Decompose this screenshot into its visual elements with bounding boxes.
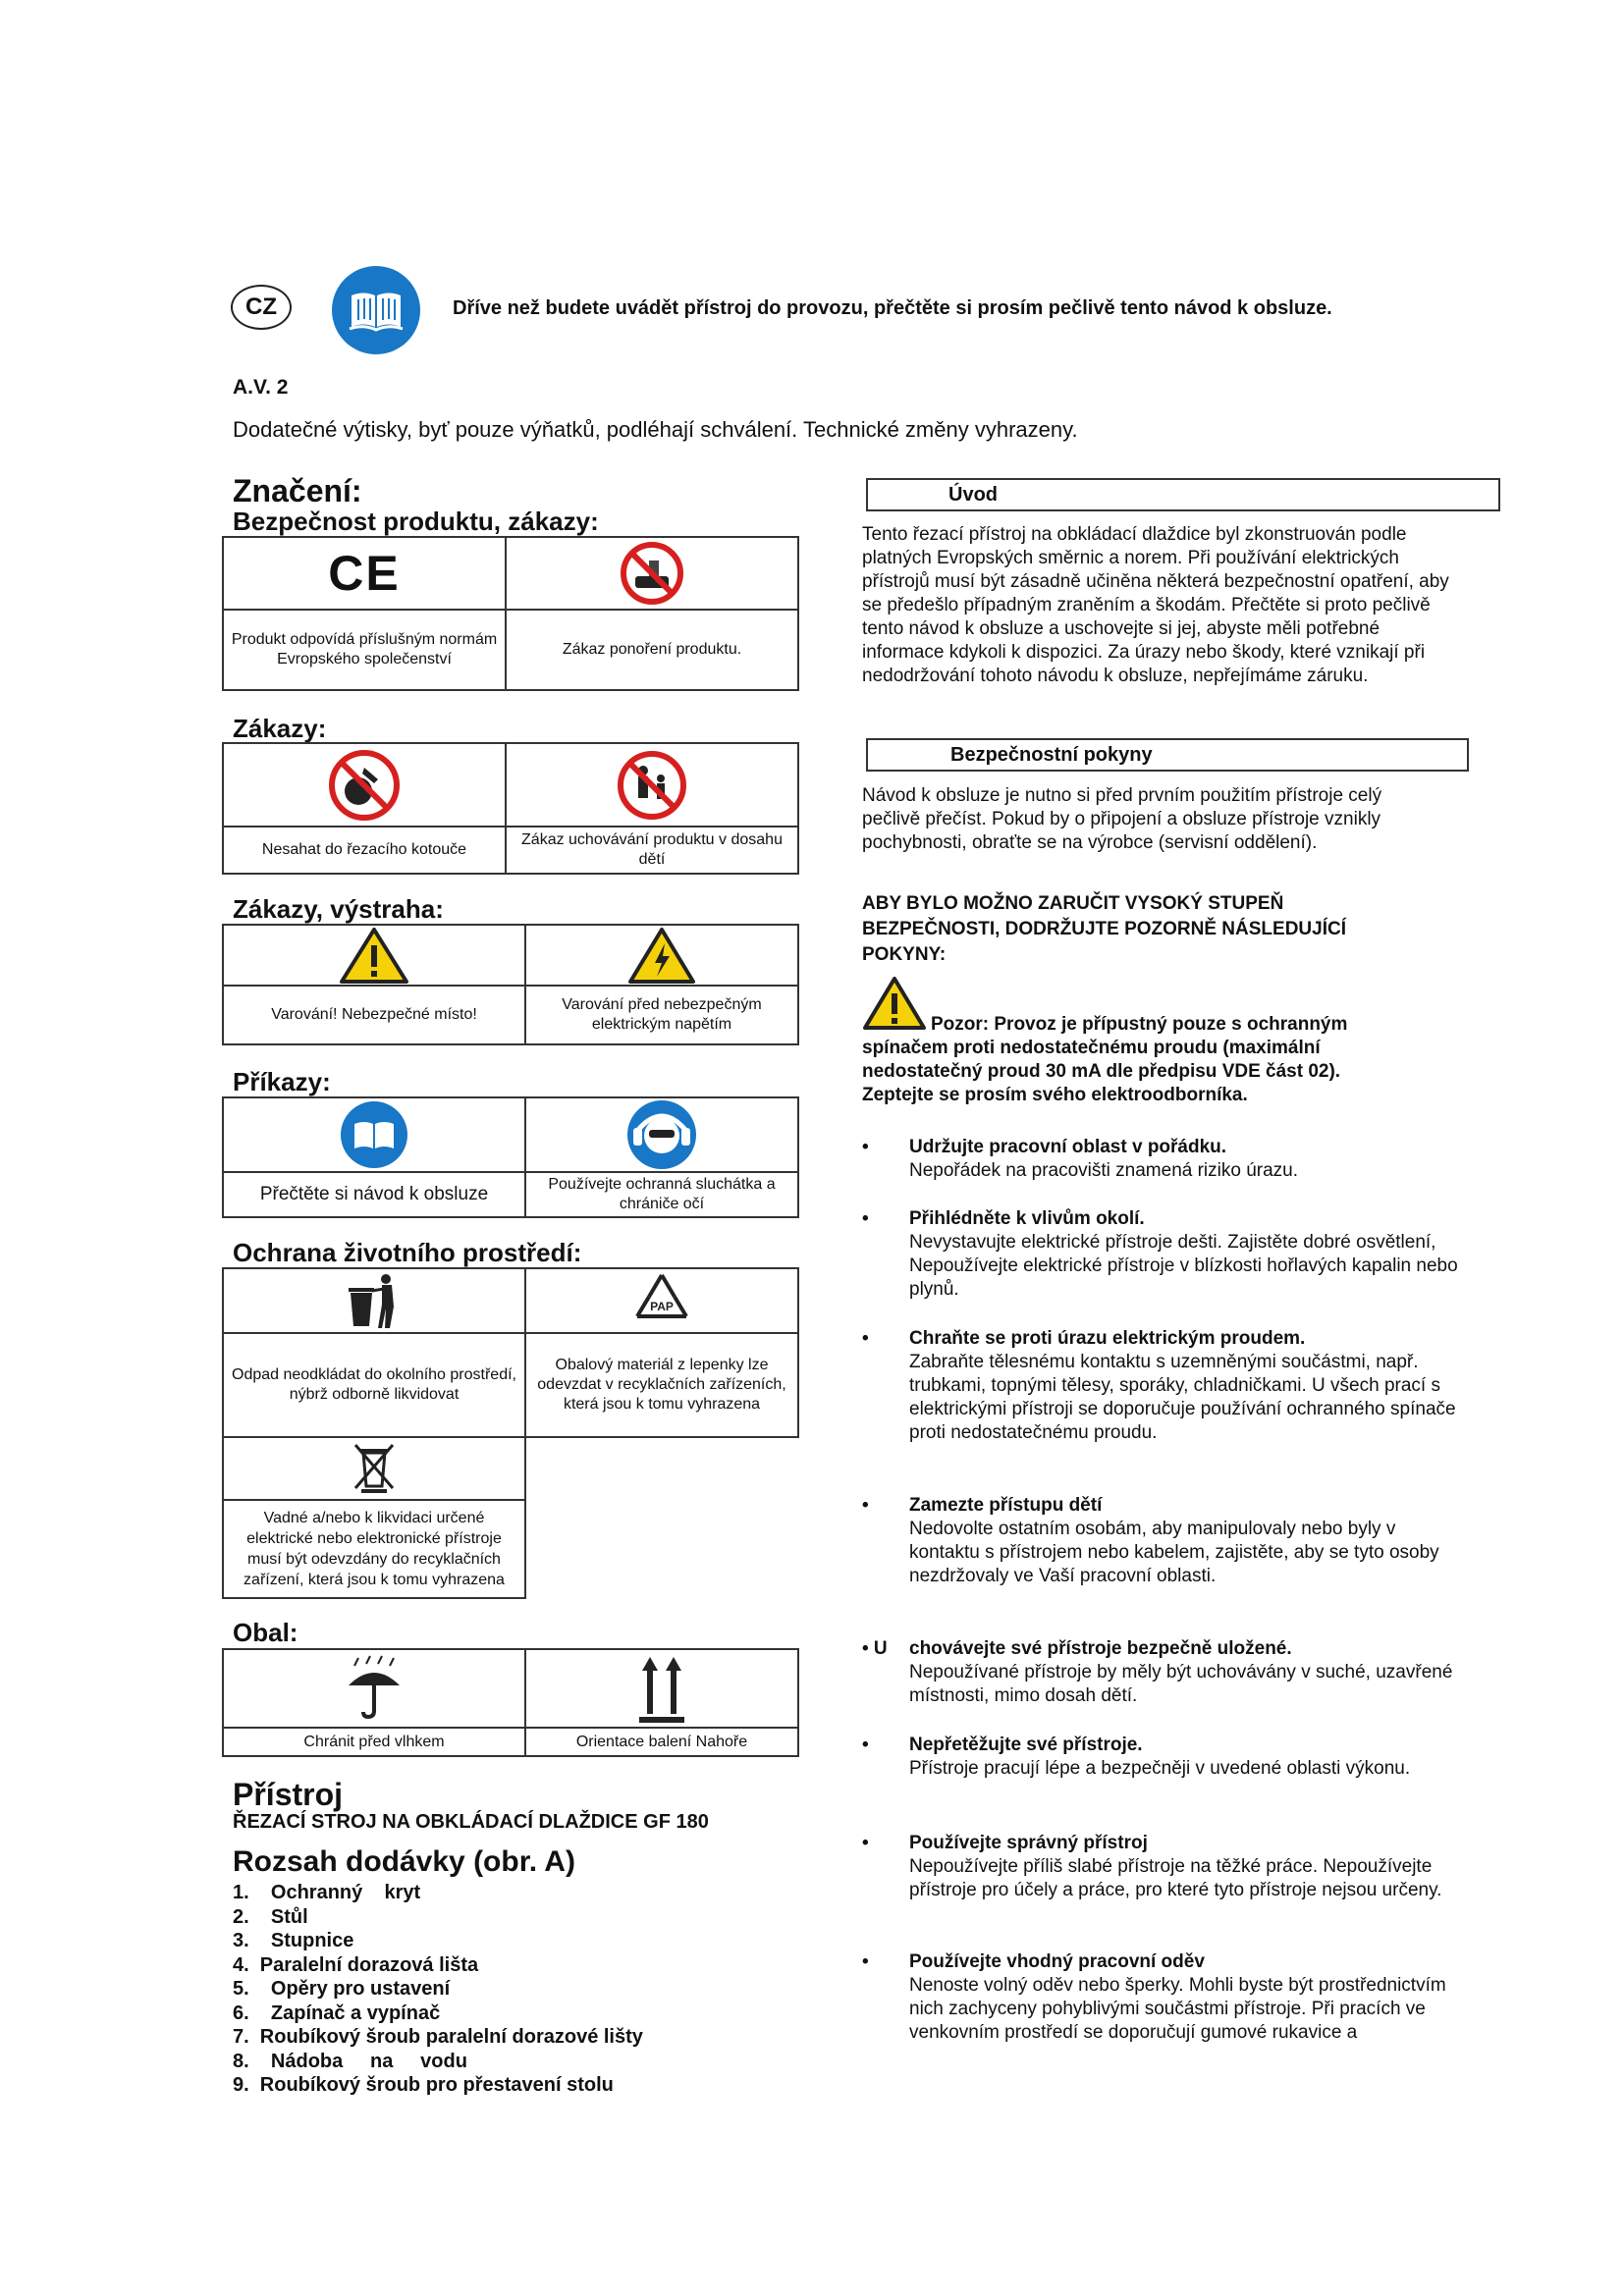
- env-weee-text: Vadné a/nebo k likvidaci určené elektrické nebo elektronické přístroje musí být odevzdány do recyklačních zařízení, která jsou k tomu vyhrazena: [223, 1500, 525, 1598]
- list-item: 8. Nádoba na vodu: [233, 2050, 467, 2072]
- warning-triangle-icon: [223, 925, 525, 986]
- pack-table: [222, 1648, 799, 1757]
- list-item: 7. Roubíkový šroub paralelní dorazové lišty: [233, 2026, 643, 2048]
- no-children-icon: [506, 743, 798, 827]
- safety-title: Bezpečnost produktu, zákazy:: [233, 507, 599, 536]
- bullet-item: • Přihlédněte k vlivům okolí. Nevystavujte elektrické přístroje dešti. Zajistěte dobré osvětlení, Nepoužívejte elektrické přístroje v blízkosti hořlavých kapalin nebo plynů.: [862, 1208, 1458, 1300]
- device-title: Přístroj: [233, 1777, 344, 1812]
- bullet-item: • Chraňte se proti úrazu elektrickým proudem. Zabraňte tělesnému kontaktu s uzemněnými součástmi, např. trubkami, topnými tělesy, sporáky, chladničkami. U všech prací s elektrickými přístroji se doporučuje používání ochranného spínače proti nedostatečnému proudu.: [862, 1328, 1456, 1443]
- caution-text: Pozor: Provoz je přípustný pouze s ochranným spínačem proti nedostatečnému proudu (maximální nedostatečný proud 30 mA dle předpisu VDE část 02). Zeptejte se prosím svého elektroodborníka.: [862, 1014, 1348, 1105]
- pack-title: Obal:: [233, 1618, 298, 1647]
- env-table: [222, 1267, 799, 1438]
- safety-box-title: Bezpečnostní pokyny: [866, 738, 1469, 772]
- copyright-note: Dodatečné výtisky, byť pouze výňatků, podléhají schválení. Technické změny vyhrazeny.: [233, 417, 1078, 442]
- bullet-item: • U chovávejte své přístroje bezpečně uložené. Nepoužívané přístroje by měly být uchovávány v suché, uzavřené místnosti, mimo dosah dětí.: [862, 1638, 1453, 1706]
- orders-manual-text: Přečtěte si návod k obsluze: [223, 1172, 525, 1217]
- prohib-table: [222, 742, 799, 875]
- warn-table: [222, 924, 799, 1045]
- list-item: 3. Stupnice: [233, 1930, 354, 1951]
- list-item: 1. Ochranný kryt: [233, 1882, 421, 1903]
- this-side-up-icon: [525, 1649, 798, 1728]
- scope-list: [233, 1881, 643, 2098]
- caps-instructions: ABY BYLO MOŽNO ZARUČIT VYSOKÝ STUPEŇ BEZPEČNOSTI, DODRŽUJTE POZORNĚ NÁSLEDUJÍCÍ POKYNY:: [862, 893, 1346, 965]
- header-intro: Dříve než budete uvádět přístroj do provozu, přečtěte si prosím pečlivě tento návod k obsluze.: [453, 297, 1332, 319]
- no-touch-blade-icon: [223, 743, 506, 827]
- bullet-item: • Používejte vhodný pracovní oděv Nenoste volný oděv nebo šperky. Mohli byste být prostřednictvím nich zachyceny pohyblivými součástmi přístroje. Při pracích ve venkovním prostředí se doporučují gumové rukavice a: [862, 1951, 1446, 2043]
- env-title: Ochrana životního prostředí:: [233, 1238, 582, 1267]
- read-manual-small-icon: [223, 1097, 525, 1172]
- prohib-blade-text: Nesahat do řezacího kotouče: [223, 827, 506, 874]
- intro-box-title: Úvod: [866, 478, 1500, 511]
- read-manual-icon: [332, 266, 420, 354]
- electric-hazard-icon: [525, 925, 798, 986]
- litter-bin-icon: [223, 1268, 525, 1333]
- warn-danger-text: Varování! Nebezpečné místo!: [223, 986, 525, 1044]
- list-item: 9. Roubíkový šroub pro přestavení stolu: [233, 2074, 614, 2096]
- keep-dry-icon: [223, 1649, 525, 1728]
- prohib-title: Zákazy:: [233, 714, 327, 743]
- safety-ce-text: Produkt odpovídá příslušným normám Evropského společenství: [223, 610, 506, 690]
- scope-title: Rozsah dodávky (obr. A): [233, 1845, 575, 1878]
- list-item: 5. Opěry pro ustavení: [233, 1978, 451, 2000]
- list-item: 4. Paralelní dorazová lišta: [233, 1953, 479, 1976]
- env-waste-text: Odpad neodkládat do okolního prostředí, nýbrž odborně likvidovat: [223, 1333, 525, 1437]
- recycling-pap-icon: [525, 1268, 798, 1333]
- crossed-bin-icon: [223, 1437, 525, 1500]
- country-badge: CZ: [231, 285, 292, 330]
- list-item: 2. Stůl: [233, 1905, 308, 1928]
- orders-table: [222, 1096, 799, 1218]
- pack-dry-text: Chránit před vlhkem: [223, 1728, 525, 1756]
- bullet-item: • Zamezte přístupu dětí Nedovolte ostatním osobám, aby manipulovaly nebo byly v kontaktu s přístrojem nebo kabelem, zajistěte, aby se tyto osoby nezdržovaly ve Vaší pracovní oblasti.: [862, 1495, 1439, 1586]
- pack-up-text: Orientace balení Nahoře: [525, 1728, 798, 1756]
- safety-table: [222, 536, 799, 691]
- no-immersion-icon: [506, 537, 798, 610]
- version-label: A.V. 2: [233, 376, 289, 399]
- warn-voltage-text: Varování před nebezpečným elektrickým napětím: [525, 986, 798, 1044]
- env-cardboard-text: Obalový materiál z lepenky lze odevzdat v recyklačních zařízeních, která jsou k tomu vyhrazena: [525, 1333, 798, 1437]
- bullet-item: • Používejte správný přístroj Nepoužívejte příliš slabé přístroje na těžké práce. Nepoužívejte přístroje pro účely a práce, pro které tyto přístroje nejsou určeny.: [862, 1833, 1442, 1900]
- orders-protection-text: Používejte ochranná sluchátka a chrániče očí: [525, 1172, 798, 1217]
- ear-eye-protection-icon: [525, 1097, 798, 1172]
- marking-title: Značení:: [233, 473, 362, 508]
- prohib-children-text: Zákaz uchovávání produktu v dosahu dětí: [506, 827, 798, 874]
- bullet-item: • Udržujte pracovní oblast v pořádku. Nepořádek na pracovišti znamená riziko úrazu.: [862, 1137, 1299, 1181]
- env-weee-table: [222, 1436, 526, 1599]
- safety-immersion-text: Zákaz ponoření produktu.: [506, 610, 798, 690]
- ce-icon: CE: [223, 537, 506, 610]
- svg-text:PAP: PAP: [650, 1300, 674, 1313]
- safety-intro-text: Návod k obsluze je nutno si před prvním použitím přístroje celý pečlivě přečíst. Pokud by o připojení a obsluze přístroje vznikly pochybnosti, obraťte se na výrobce (servisní oddělení).: [862, 785, 1382, 853]
- list-item: 6. Zapínač a vypínač: [233, 2002, 441, 2024]
- intro-text: Tento řezací přístroj na obkládací dlaždice byl zkonstruován podle platných Evropských směrnic a norem. Při používání elektrických přístrojů musí být zásadně učiněna některá bezpečnostní opatření, aby se předešlo případným zraněním a škodám. Přečtěte si proto pečlivě tento návod k obsluze a uschovejte si jej, abyste měli potřebné informace kdykoli k dispozici. Za úrazy nebo škody, které vznikají při nedodržování tohoto návodu k obsluze, nepřejímáme záruku.: [862, 524, 1449, 686]
- device-name: ŘEZACÍ STROJ NA OBKLÁDACÍ DLAŽDICE GF 180: [233, 1811, 709, 1833]
- warn-title: Zákazy, výstraha:: [233, 894, 444, 924]
- orders-title: Příkazy:: [233, 1067, 331, 1096]
- bullet-item: • Nepřetěžujte své přístroje. Přístroje pracují lépe a bezpečněji v uvedené oblasti výkonu.: [862, 1735, 1411, 1779]
